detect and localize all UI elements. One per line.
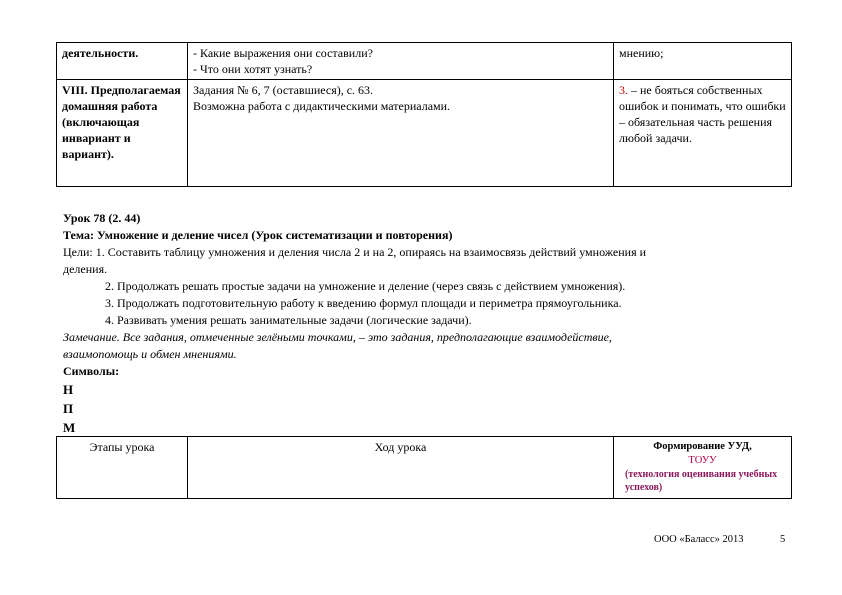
lesson-plan-table-top <box>56 42 792 187</box>
table-header-row <box>57 437 792 499</box>
stage-text: VIII. Предполагаемая домашняя работа (включающая инвариант и вариант). <box>62 83 181 161</box>
lesson-flow-cell <box>188 80 614 187</box>
uud-text: мнению; <box>619 46 664 60</box>
homework-line: Возможна работа с дидактическими материалами. <box>193 99 451 113</box>
header-lesson-flow <box>188 437 614 499</box>
symbol-item: М <box>63 420 76 435</box>
question-line: - Что они хотят узнать? <box>193 62 313 76</box>
uud-cell <box>614 43 792 80</box>
table-row <box>57 80 792 187</box>
goal-item: 4. Развивать умения решать занимательные задачи (логические задачи). <box>105 313 472 327</box>
stage-cell <box>57 43 188 80</box>
page-number: 5 <box>780 534 786 545</box>
symbols-label: Символы: <box>63 364 120 378</box>
symbol-item: П <box>63 401 74 416</box>
stage-cell <box>57 80 188 187</box>
goal-item: 3. Продолжать подготовительную работу к введению формул площади и периметра прямоугольника. <box>105 296 622 310</box>
table-row <box>57 43 792 80</box>
footer-publisher: ООО «Баласс» 2013 <box>654 534 744 545</box>
lesson-plan-table-header <box>56 436 792 499</box>
lesson-flow-cell <box>188 43 614 80</box>
header-lesson-flow-label: Ход урока <box>374 440 427 454</box>
header-uud-subtitle: (технология оценивания учебных успехов) <box>625 469 778 493</box>
lesson-title: Урок 78 (2. 44) <box>63 211 141 225</box>
goals-line-continued: деления. <box>63 262 108 276</box>
lesson-theme: Тема: Умножение и деление чисел (Урок систематизации и повторения) <box>63 228 453 242</box>
note-line: Замечание. Все задания, отмеченные зелёными точками, – это задания, предполагающие взаимодействие, <box>63 330 612 344</box>
goal-item: 2. Продолжать решать простые задачи на умножение и деление (через связь с действием умножения). <box>105 279 626 293</box>
homework-line: Задания № 6, 7 (оставшиеся), с. 63. <box>193 83 374 97</box>
question-line: - Какие выражения они составили? <box>193 46 373 60</box>
header-uud-tag: ТОУУ <box>688 455 717 466</box>
lesson-description <box>63 210 783 437</box>
uud-number: 3. <box>619 83 628 97</box>
symbol-item: Н <box>63 382 74 397</box>
header-uud-title: Формирование УУД, <box>653 441 752 452</box>
uud-text: – не бояться собственных ошибок и понимать, что ошибки – обязательная часть решения любой задачи. <box>619 83 786 145</box>
header-stages-label: Этапы урока <box>89 440 155 454</box>
header-uud <box>614 437 792 499</box>
header-stages <box>57 437 188 499</box>
note-line: взаимопомощь и обмен мнениями. <box>63 347 237 361</box>
stage-text: деятельности. <box>62 46 139 60</box>
uud-cell <box>614 80 792 187</box>
goals-line: Цели: 1. Составить таблицу умножения и деления числа 2 и на 2, опираясь на взаимосвязь действий умножения и <box>63 245 647 259</box>
